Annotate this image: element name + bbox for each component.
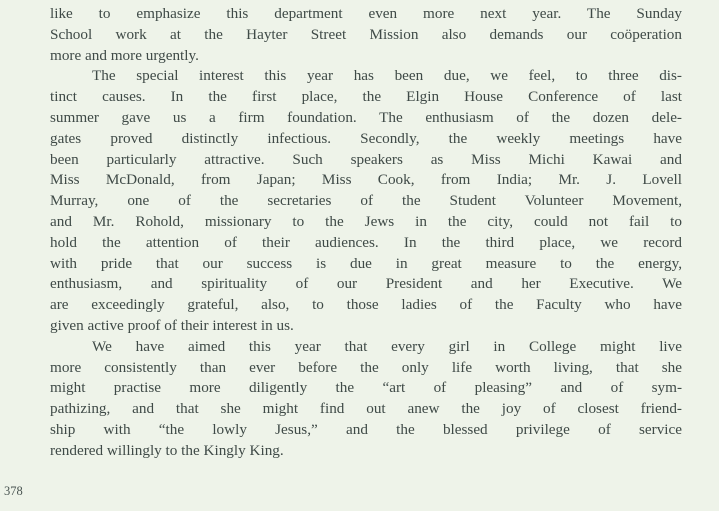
- text-line: hold the attention of their audiences. In the third place, we record: [50, 233, 682, 251]
- text-line: are exceedingly grateful, also, to those ladies of the Faculty who have: [50, 296, 682, 314]
- text-line: more consistently than ever before the only life worth living, that she: [50, 358, 682, 376]
- text-line: School work at the Hayter Street Mission also demands our coöperation: [50, 25, 682, 43]
- text-line: Miss McDonald, from Japan; Miss Cook, from India; Mr. J. Lovell: [50, 171, 682, 189]
- text-line: might practise more diligently the “art of pleasing” and of sym-: [50, 379, 682, 397]
- text-line: with pride that our success is due in great measure to the energy,: [50, 254, 682, 272]
- text-line: like to emphasize this department even more next year. The Sunday: [50, 5, 682, 22]
- text-line: more and more urgently.: [50, 46, 199, 64]
- text-line: enthusiasm, and spirituality of our President and her Executive. We: [50, 275, 682, 293]
- text-line: We have aimed this year that every girl in College might live: [92, 337, 682, 355]
- text-line: Murray, one of the secretaries of the Student Volunteer Movement,: [50, 192, 682, 210]
- page-number: 378: [4, 484, 23, 498]
- text-line: rendered willingly to the Kingly King.: [50, 441, 284, 459]
- text-line: ship with “the lowly Jesus,” and the blessed privilege of service: [50, 420, 682, 438]
- text-line: summer gave us a firm foundation. The enthusiasm of the dozen dele-: [50, 108, 682, 126]
- text-line: pathizing, and that she might find out anew the joy of closest friend-: [50, 400, 682, 418]
- text-line: The special interest this year has been due, we feel, to three dis-: [92, 67, 682, 85]
- text-line: been particularly attractive. Such speakers as Miss Michi Kawai and: [50, 150, 682, 168]
- text-line: and Mr. Rohold, missionary to the Jews in the city, could not fail to: [50, 212, 682, 230]
- text-line: given active proof of their interest in us.: [50, 316, 294, 334]
- text-line: gates proved distinctly infectious. Secondly, the weekly meetings have: [50, 129, 682, 147]
- text-line: tinct causes. In the first place, the Elgin House Conference of last: [50, 88, 682, 106]
- body-text: [50, 4, 682, 462]
